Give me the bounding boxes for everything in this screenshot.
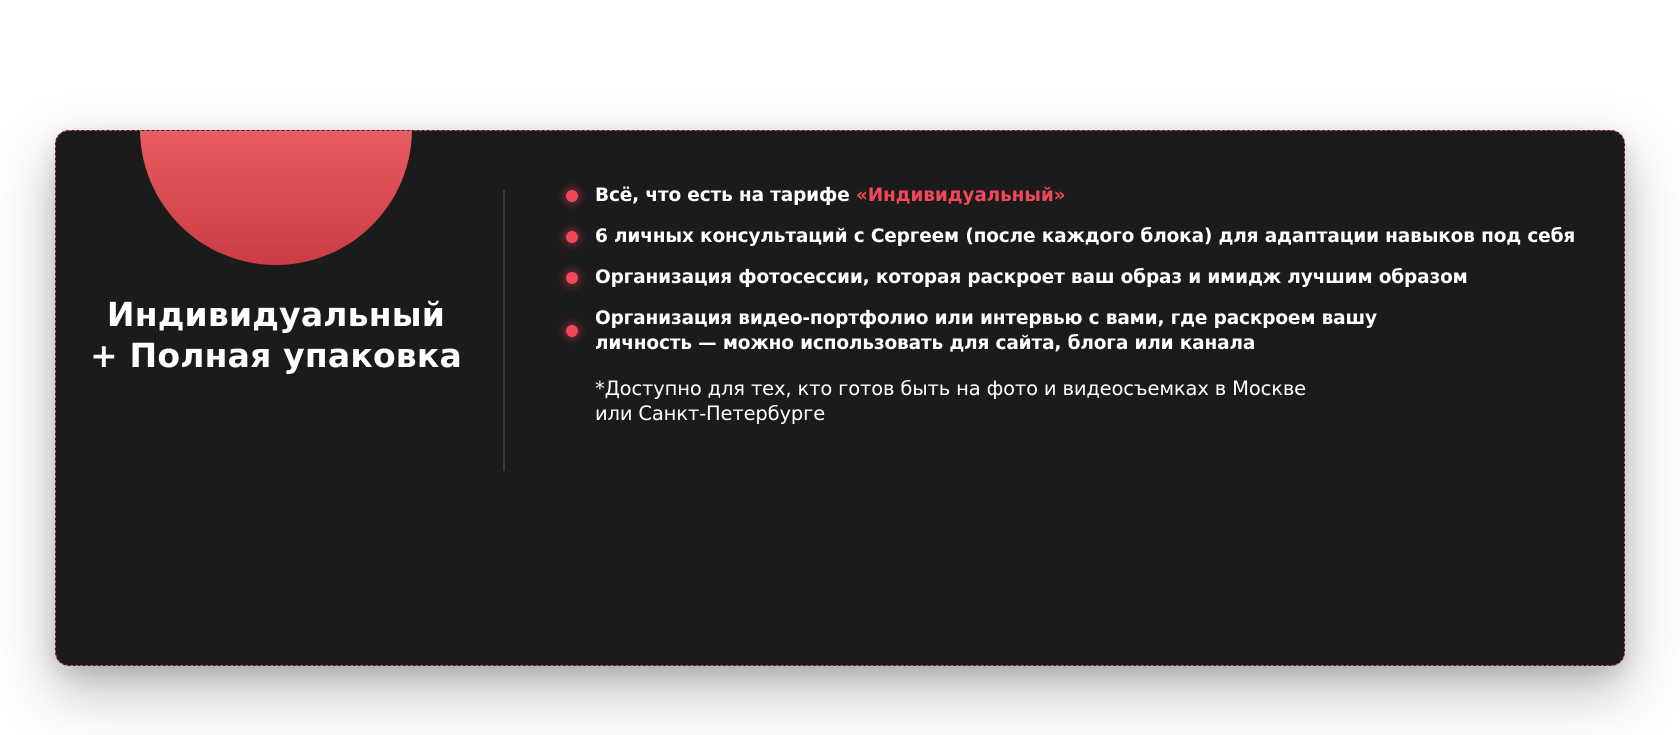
feature-item	[566, 224, 1616, 249]
plan-title-line2: + Полная упаковка	[90, 336, 462, 375]
bullet-dot-icon	[566, 325, 578, 337]
feature-item	[566, 265, 1616, 290]
bullet-dot-icon	[566, 190, 578, 202]
note-line2: или Санкт-Петербурге	[595, 402, 826, 425]
feature-text-line2: личность — можно использовать для сайта, блога или канала	[595, 333, 1256, 354]
bullet-dot-icon	[566, 231, 578, 243]
feature-text: 6 личных консультаций с Сергеем (после каждого блока) для адаптации навыков под себя	[595, 226, 1576, 247]
vertical-divider	[503, 190, 505, 471]
feature-list	[566, 183, 1616, 369]
bullet-dot-icon	[566, 272, 578, 284]
feature-item	[566, 306, 1616, 356]
note-line1: *Доступно для тех, кто готов быть на фото и видеосъемках в Москве	[595, 377, 1307, 400]
plan-highlight: «Индивидуальный»	[855, 185, 1066, 206]
plan-title-line1: Индивидуальный	[106, 295, 446, 334]
plan-card	[55, 130, 1625, 666]
availability-note	[595, 376, 1355, 426]
plan-title	[56, 294, 496, 376]
feature-text-line1: Организация видео-портфолио или интервью с вами, где раскроем вашу	[595, 308, 1377, 329]
feature-item	[566, 183, 1616, 208]
feature-text: Организация фотосессии, которая раскроет ваш образ и имидж лучшим образом	[595, 267, 1468, 288]
feature-text: Всё, что есть на тарифе	[595, 185, 856, 206]
decorative-circle	[140, 130, 412, 265]
